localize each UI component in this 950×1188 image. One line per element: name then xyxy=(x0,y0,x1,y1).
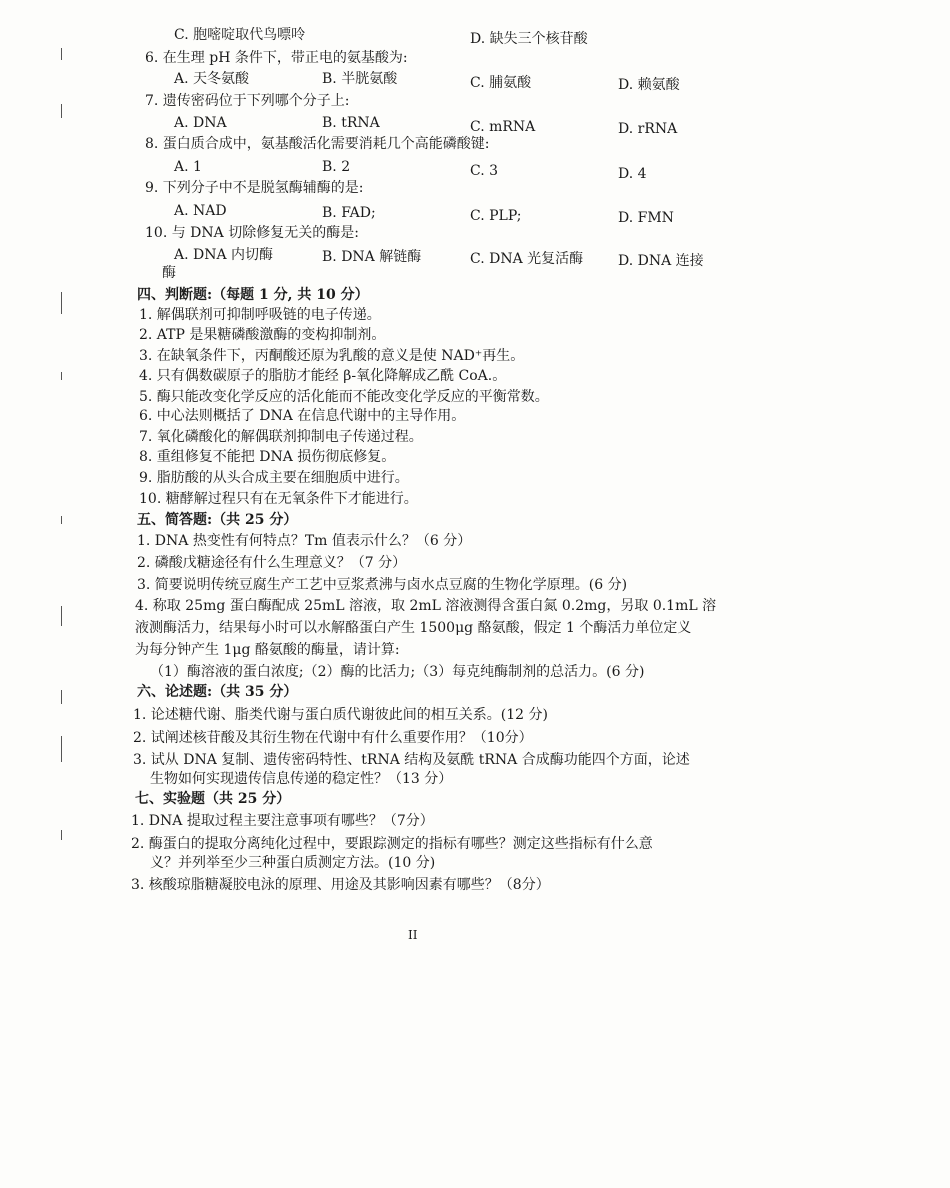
q6-option-b: B. 半胱氨酸 xyxy=(322,71,398,87)
q6-option-d: D. 赖氨酸 xyxy=(618,77,680,93)
scan-edge-mark xyxy=(61,736,62,762)
q8-stem: 8. 蛋白质合成中，氨基酸活化需要消耗几个高能磷酸键: xyxy=(145,136,490,152)
judgement-item: 10. 糖酵解过程只有在无氧条件下才能进行。 xyxy=(139,491,418,507)
q8-option-c: C. 3 xyxy=(470,163,499,179)
q5-option-c: C. 胞嘧啶取代鸟嘌呤 xyxy=(174,27,306,43)
q8-option-d: D. 4 xyxy=(618,166,647,182)
q9-option-c: C. PLP; xyxy=(470,208,522,224)
q10-option-c: C. DNA 光复活酶 xyxy=(470,251,584,267)
scan-edge-mark xyxy=(61,830,62,840)
q9-option-a: A. NAD xyxy=(174,203,227,219)
q8-option-b: B. 2 xyxy=(322,159,351,175)
short-answer-item: 3. 简要说明传统豆腐生产工艺中豆浆煮沸与卤水点豆腐的生物化学原理。(6 分) xyxy=(137,577,628,593)
lab-q2-line: 2. 酶蛋白的提取分离纯化过程中，要跟踪测定的指标有哪些？测定这些指标有什么意 xyxy=(131,836,653,852)
section-7-title: 七、实验题（共 25 分） xyxy=(135,791,291,807)
judgement-item: 5. 酶只能改变化学反应的活化能而不能改变化学反应的平衡常数。 xyxy=(139,389,549,405)
scan-edge-mark xyxy=(61,516,62,524)
scan-edge-mark xyxy=(61,48,62,60)
q7-option-c: C. mRNA xyxy=(470,119,536,135)
short-answer-item: 2. 磷酸戊糖途径有什么生理意义？（7 分） xyxy=(137,555,407,571)
q7-option-b: B. tRNA xyxy=(322,115,380,131)
lab-q2-line: 义？并列举至少三种蛋白质测定方法。(10 分) xyxy=(150,855,436,871)
q10-stem: 10. 与 DNA 切除修复无关的酶是: xyxy=(145,225,359,241)
section-6-title: 六、论述题:（共 35 分） xyxy=(137,684,298,700)
q10-option-d: D. DNA 连接 xyxy=(618,253,704,269)
q9-stem: 9. 下列分子中不是脱氢酶辅酶的是: xyxy=(145,180,364,196)
q10-option-a-wrap: 酶 xyxy=(162,265,176,281)
scan-edge-mark xyxy=(61,690,62,704)
lab-item: 3. 核酸琼脂糖凝胶电泳的原理、用途及其影响因素有哪些？（8分） xyxy=(131,877,550,893)
scan-edge-mark xyxy=(61,104,62,118)
q5-option-d: D. 缺失三个核苷酸 xyxy=(470,31,588,47)
judgement-item: 3. 在缺氧条件下，丙酮酸还原为乳酸的意义是使 NAD⁺再生。 xyxy=(139,348,525,364)
q6-stem: 6. 在生理 pH 条件下，带正电的氨基酸为: xyxy=(145,50,408,66)
judgement-item: 7. 氧化磷酸化的解偶联剂抑制电子传递过程。 xyxy=(139,429,423,445)
scan-edge-mark xyxy=(61,606,62,626)
scan-edge-mark xyxy=(61,372,62,380)
q8-option-a: A. 1 xyxy=(174,159,202,175)
judgement-item: 2. ATP 是果糖磷酸激酶的变构抑制剂。 xyxy=(139,327,386,343)
q6-option-a: A. 天冬氨酸 xyxy=(174,71,250,87)
judgement-item: 8. 重组修复不能把 DNA 损伤彻底修复。 xyxy=(139,449,396,465)
judgement-item: 9. 脂肪酸的从头合成主要在细胞质中进行。 xyxy=(139,470,409,486)
judgement-item: 1. 解偶联剂可抑制呼吸链的电子传递。 xyxy=(139,307,381,323)
short-answer-item: 1. DNA 热变性有何特点？Tm 值表示什么？（6 分） xyxy=(137,533,472,549)
section-4-title: 四、判断题:（每题 1 分, 共 10 分） xyxy=(137,287,369,303)
essay-item: 2. 试阐述核苷酸及其衍生物在代谢中有什么重要作用？（10分） xyxy=(133,730,533,746)
q10-option-b: B. DNA 解链酶 xyxy=(322,249,422,265)
q7-stem: 7. 遗传密码位于下列哪个分子上: xyxy=(145,93,350,109)
judgement-item: 6. 中心法则概括了 DNA 在信息代谢中的主导作用。 xyxy=(139,408,466,424)
short-answer-q4-line: 4. 称取 25mg 蛋白酶配成 25mL 溶液，取 2mL 溶液测得含蛋白氮 0.2mg，另取 0.1mL 溶 xyxy=(135,598,717,614)
essay-q3-line: 3. 试从 DNA 复制、遗传密码特性、tRNA 结构及氨酰 tRNA 合成酶功能四个方面，论述 xyxy=(133,752,690,768)
essay-item: 1. 论述糖代谢、脂类代谢与蛋白质代谢彼此间的相互关系。(12 分) xyxy=(133,707,548,723)
judgement-item: 4. 只有偶数碳原子的脂肪才能经 β-氧化降解成乙酰 CoA.。 xyxy=(139,368,507,384)
q7-option-d: D. rRNA xyxy=(618,121,678,137)
q9-option-d: D. FMN xyxy=(618,210,674,226)
scan-edge-mark xyxy=(61,292,62,314)
q9-option-b: B. FAD; xyxy=(322,205,376,221)
lab-item: 1. DNA 提取过程主要注意事项有哪些？（7分） xyxy=(131,813,434,829)
q10-option-a: A. DNA 内切酶 xyxy=(174,247,274,263)
page-number: II xyxy=(408,928,418,942)
section-5-title: 五、简答题:（共 25 分） xyxy=(137,512,298,528)
q6-option-c: C. 脯氨酸 xyxy=(470,75,532,91)
short-answer-q4-line: 液测酶活力，结果每小时可以水解酪蛋白产生 1500μg 酪氨酸，假定 1 个酶活力单位定义 xyxy=(135,620,692,636)
short-answer-q4-subparts: （1）酶溶液的蛋白浓度;（2）酶的比活力;（3）每克纯酶制剂的总活力。(6 分) xyxy=(150,664,645,680)
essay-q3-line: 生物如何实现遗传信息传递的稳定性？（13 分） xyxy=(150,771,453,787)
q7-option-a: A. DNA xyxy=(174,115,227,131)
short-answer-q4-line: 为每分钟产生 1μg 酪氨酸的酶量，请计算: xyxy=(135,642,400,658)
